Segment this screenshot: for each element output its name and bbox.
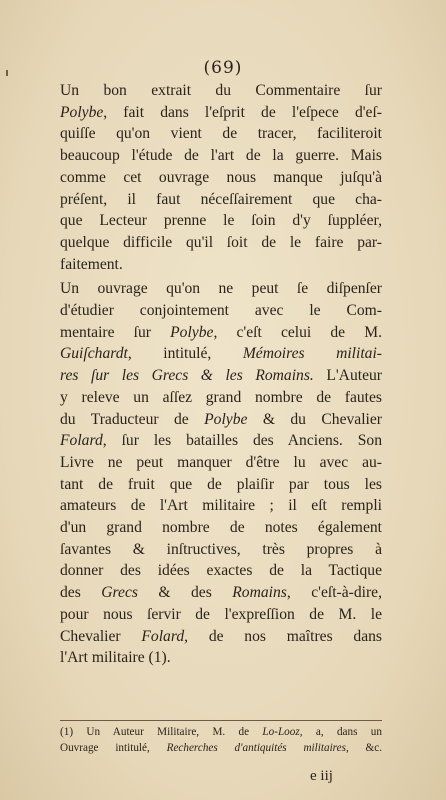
page-number: (69) (203, 58, 243, 78)
text-span: Chevalier (60, 627, 142, 645)
text-line: beaucoup l'étude de l'art de la guerre. Mais (60, 147, 382, 165)
text-span: , de nos maîtres dans (184, 627, 382, 645)
text-line: tant de fruit que de plaiſir par tous les (60, 475, 382, 493)
text-line (60, 626, 382, 648)
text-span: mentaire ſur (60, 323, 171, 341)
text-line (60, 365, 382, 387)
signature-mark: e iij (310, 768, 333, 784)
text-line: amateurs de l'Art militaire ; il eſt rempli (60, 497, 382, 515)
text-line (60, 430, 382, 452)
text-line: préſent, il faut néceſſairement que cha- (60, 190, 382, 208)
text-span: , &c. (345, 742, 382, 754)
text-line: comme cet ouvrage nous manque juſqu'à (60, 168, 382, 186)
text-span: du Traducteur de (60, 410, 205, 428)
text-span: , intitulé, (127, 345, 243, 363)
text-line (60, 80, 382, 102)
italic-span: Romains (232, 584, 287, 602)
footnote-line (60, 724, 382, 740)
italic-span: Grecs (101, 584, 138, 602)
footnote-line (60, 740, 382, 756)
italic-span: Recherches d'antiquités militaires (166, 742, 346, 754)
text-span: , ſur les batailles des Anciens. Son (102, 432, 382, 450)
text-line (60, 343, 382, 365)
text-span: L'Auteur (313, 367, 382, 385)
text-span: , fait dans l'eſprit de l'eſpece d'eſ- (103, 103, 382, 121)
text-line: y releve un aſſez grand nombre de fautes (60, 388, 382, 406)
text-line: Livre ne peut manquer d'être lu avec au- (60, 453, 382, 471)
italic-span: res ſur les Grecs & les Romains. (60, 367, 314, 385)
text-line: quelque difficile qu'il ſoit de le faire par- (60, 233, 382, 251)
text-span: , a, dans un (299, 726, 382, 738)
text-line: que Lecteur prenne le ſoin d'y ſuppléer, (60, 212, 382, 230)
italic-span: Folard (60, 432, 103, 450)
text-line: faitement. (60, 255, 123, 273)
text-span: (1) Un Auteur Militaire, M. de (60, 726, 263, 738)
text-line: ſavantes & inſtructives, très propres à (60, 540, 382, 558)
text-line (60, 102, 382, 124)
text-line: donner des idées exactes de la Tactique (60, 562, 382, 580)
italic-span: Polybe (170, 323, 214, 341)
italic-span: Lo-Looz (262, 726, 300, 738)
text-line: pour nous ſervir de l'expreſſion de M. le (60, 605, 382, 623)
text-line (60, 322, 382, 344)
text-line (60, 409, 382, 431)
text-span: & du Chevalier (247, 410, 382, 428)
text-span: Ouvrage intitulé, (60, 742, 167, 754)
text-line: d'un grand nombre de notes également (60, 519, 382, 537)
main-text (60, 80, 382, 669)
italic-span: Polybe (204, 410, 248, 428)
text-line: l'Art militaire (1). (60, 649, 171, 667)
paragraph-2 (60, 278, 382, 669)
text-line: Un ouvrage qu'on ne peut ſe diſpenſer (60, 280, 382, 298)
italic-span: Guiſchardt (60, 345, 128, 363)
italic-span: Polybe (60, 103, 104, 121)
text-line: d'étudier conjointement avec le Com- (60, 302, 382, 320)
text-span: des (60, 584, 102, 602)
italic-span: Mémoires militai- (242, 345, 382, 363)
text-span: , c'eſt celui de M. (213, 323, 382, 341)
text-line: quiſſe qu'on vient de tracer, faciliteroit (60, 125, 382, 143)
italic-span: Folard (141, 627, 185, 645)
text-span: Un bon extrait du Commentaire ſur (60, 82, 382, 99)
text-span: & des (137, 584, 233, 602)
text-span: , c'eſt-à-dire, (286, 584, 382, 602)
footnote (60, 724, 382, 756)
footnote-rule (60, 720, 382, 721)
text-line (60, 582, 382, 604)
paragraph-1 (60, 80, 382, 275)
